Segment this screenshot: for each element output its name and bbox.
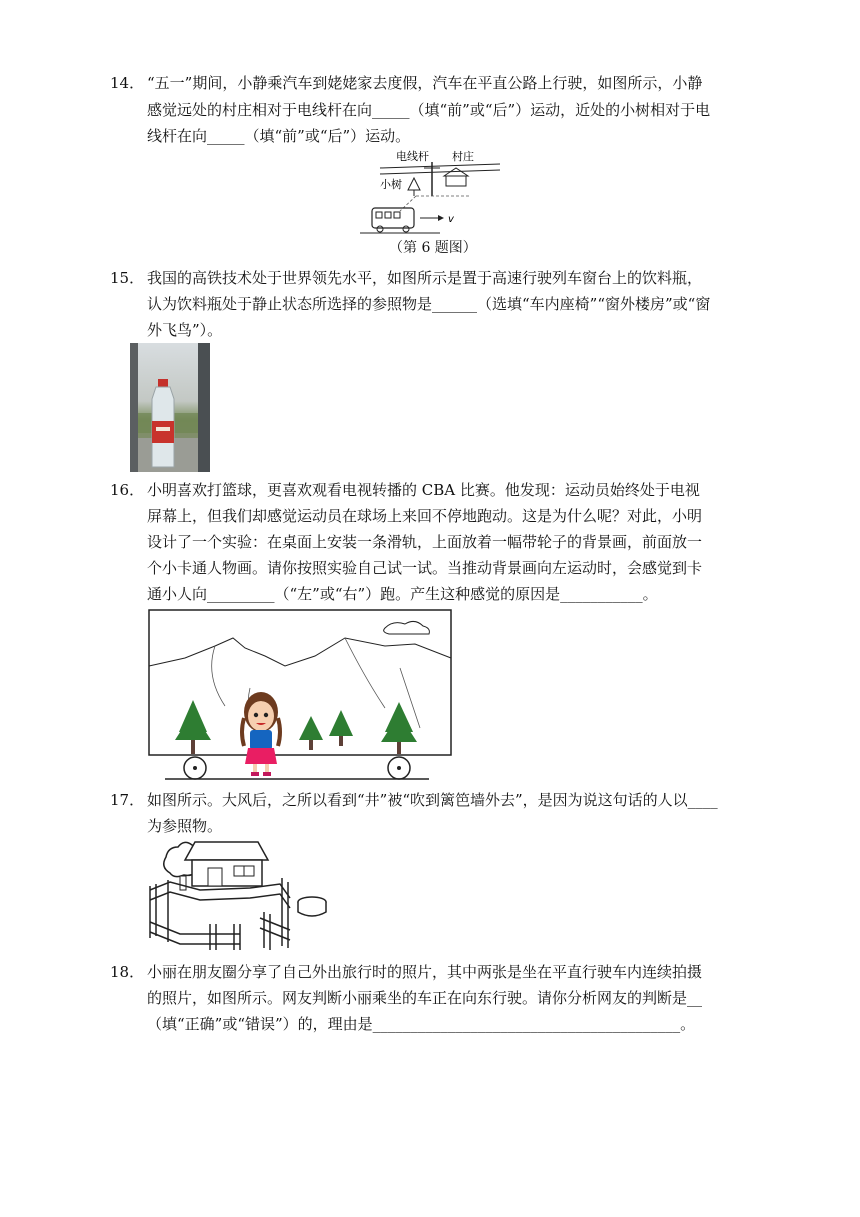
question-14-line-1: “五一”期间，小静乘汽车到姥姥家去度假，汽车在平直公路上行驶，如图所示，小静	[147, 74, 703, 92]
question-14-line-2: 感觉远处的村庄相对于电线杆在向_____（填“前”或“后”）运动，近处的小树相对于电	[147, 101, 711, 119]
tree-label: 小树	[380, 178, 402, 191]
question-14-number: 14．	[110, 74, 145, 92]
question-15-line-2: 认为饮料瓶处于静止状态所选择的参照物是______（选填“车内座椅”“窗外楼房”或“窗	[147, 295, 711, 313]
question-16-line-4: 个小卡通人物画。请你按照实验自己试一试。当推动背景画向左运动时，会感觉到卡	[147, 559, 703, 577]
bottle-on-train-window-photo	[130, 343, 210, 472]
question-16-number: 16．	[110, 481, 145, 499]
velocity-label: v	[448, 214, 454, 225]
question-16-line-5: 通小人向_________（“左”或“右”）跑。产生这种感觉的原因是___________。	[147, 585, 658, 603]
question-18-line-1: 小丽在朋友圈分享了自己外出旅行时的照片，其中两张是坐在平直行驶车内连续拍摄	[147, 963, 703, 981]
question-17-number: 17．	[110, 791, 145, 809]
question-18-line-2: 的照片，如图所示。网友判断小丽乘坐的车正在向东行驶。请你分析网友的判断是__	[147, 989, 703, 1007]
question-16-line-1: 小明喜欢打篮球，更喜欢观看电视转播的 CBA 比赛。他发现：运动员始终处于电视	[147, 481, 700, 499]
pole-label: 电线杆	[396, 150, 429, 163]
car-pole-village-figure	[360, 146, 510, 238]
question-15-line-1: 我国的高铁技术处于世界领先水平，如图所示是置于高速行驶列车窗台上的饮料瓶，	[147, 269, 703, 287]
question-14-line-3: 线杆在向_____（填“前”或“后”）运动。	[147, 127, 411, 145]
background-painting-with-cartoon-figure	[145, 608, 455, 783]
question-17-line-2: 为参照物。	[147, 817, 223, 835]
question-18-number: 18．	[110, 963, 145, 981]
fence-and-well-figure	[140, 838, 335, 953]
question-15-number: 15．	[110, 269, 145, 287]
question-16-line-2: 屏幕上，但我们却感觉运动员在球场上来回不停地跑动。这是为什么呢？对此，小明	[147, 507, 703, 525]
village-label: 村庄	[452, 150, 474, 163]
question-15-line-3: 外飞鸟”）。	[147, 321, 223, 339]
question-16-line-3: 设计了一个实验：在桌面上安装一条滑轨，上面放着一幅带轮子的背景画，前面放一	[147, 533, 703, 551]
question-17-line-1: 如图所示。大风后，之所以看到“井”被“吹到篱笆墙外去”，是因为说这句话的人以____	[147, 791, 718, 809]
figure-caption: （第 6 题图）	[389, 240, 477, 256]
question-18-line-3: （填“正确”或“错误”）的，理由是_________________________________________。	[147, 1015, 696, 1033]
